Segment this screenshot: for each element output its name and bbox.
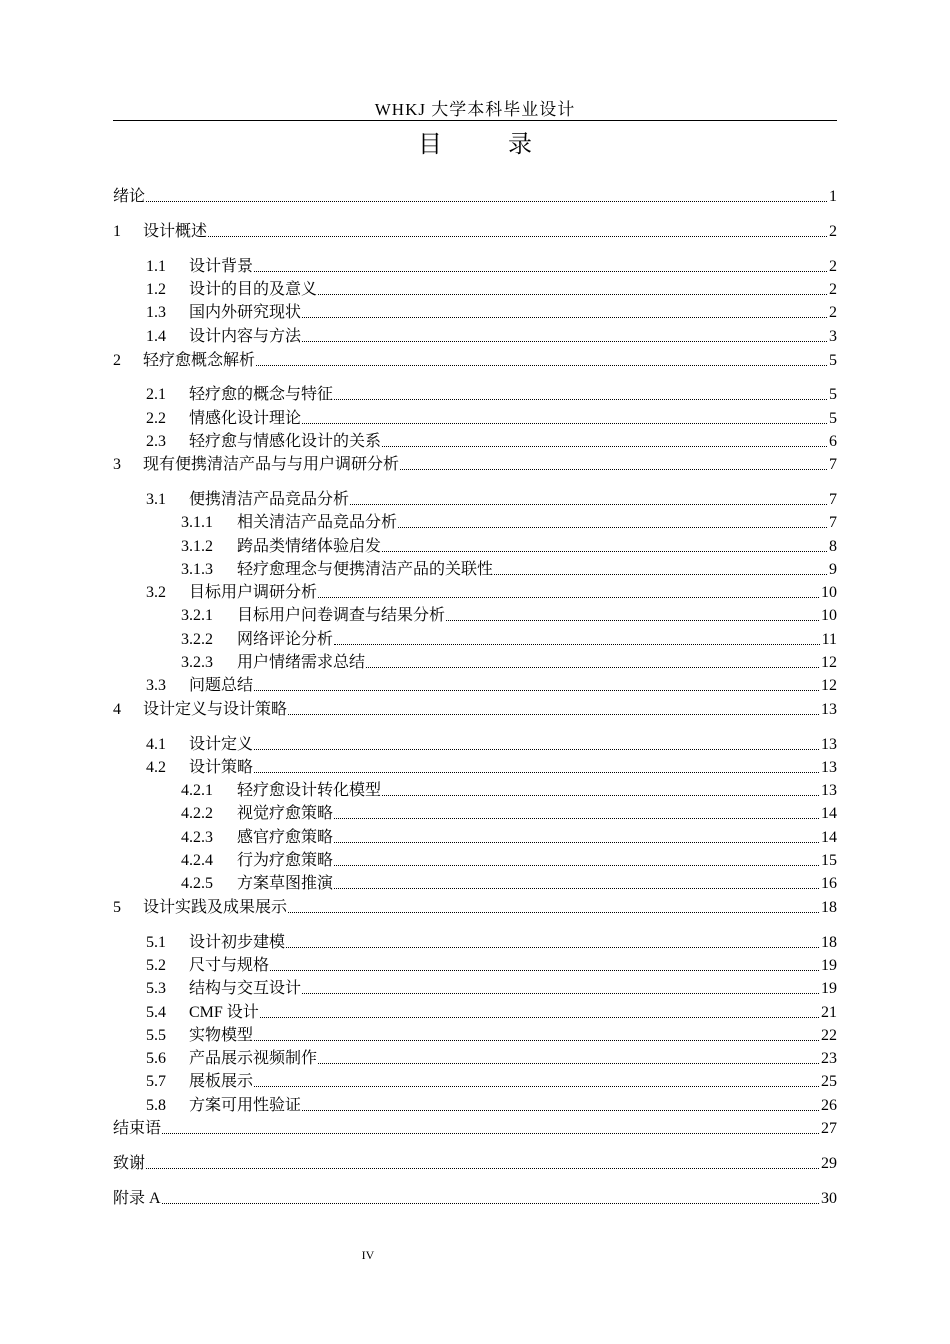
toc-entry-page: 9 [829,561,837,578]
toc-entry[interactable] [113,897,837,919]
toc-entry-title: 情感化设计理论 [189,410,302,427]
toc-dot-leader [254,772,819,773]
toc-entry[interactable] [113,1048,837,1070]
toc-dot-leader [302,317,827,318]
toc-title: 目 录 [418,132,562,158]
toc-entry-number: 3.1.3 [181,561,213,578]
toc-entry-title: 设计概述 [143,223,208,240]
toc-entry-title: 结束语 [113,1120,162,1137]
toc-dot-leader [382,795,819,796]
toc-entry-page: 13 [821,736,837,753]
page-number: IV [361,1248,375,1262]
toc-entry-title: 设计初步建模 [189,934,286,951]
toc-dot-leader [302,341,827,342]
toc-entry-title: 轻疗愈概念解析 [143,352,256,369]
toc-entry[interactable] [113,605,837,627]
toc-entry-number: 3 [113,456,121,473]
toc-entry-title: 方案草图推演 [237,875,334,892]
toc-dot-leader [254,1086,819,1087]
toc-entry[interactable] [113,1095,837,1117]
toc-entry-page: 10 [821,607,837,624]
toc-entry[interactable] [113,978,837,1000]
toc-entry-number: 1.3 [146,304,166,321]
toc-entry-page: 23 [821,1050,837,1067]
toc-dot-leader [334,842,819,843]
toc-entry-page: 18 [821,934,837,951]
toc-entry-title: 视觉疗愈策略 [237,805,334,822]
toc-entry-page: 19 [821,957,837,974]
toc-entry[interactable] [113,1118,837,1140]
toc-entry-page: 27 [821,1120,837,1137]
toc-entry-title: 目标用户调研分析 [189,584,318,601]
toc-dot-leader [334,865,819,866]
toc-entry[interactable] [113,850,837,872]
toc-dot-leader [208,236,827,237]
toc-entry-number: 5.4 [146,1004,166,1021]
toc-entry-page: 26 [821,1097,837,1114]
toc-entry-page: 13 [821,759,837,776]
toc-entry-page: 2 [829,304,837,321]
toc-entry-number: 1.2 [146,281,166,298]
toc-entry[interactable] [113,803,837,825]
toc-entry[interactable] [113,1071,837,1093]
toc-entry-title: 实物模型 [189,1027,254,1044]
toc-entry-number: 1 [113,223,121,240]
toc-entry[interactable] [113,489,837,511]
toc-entry-page: 14 [821,805,837,822]
toc-entry-title: 便携清洁产品竞品分析 [189,491,350,508]
toc-entry[interactable] [113,629,837,651]
toc-entry[interactable] [113,454,837,476]
toc-entry-number: 5 [113,899,121,916]
toc-entry-title: 设计定义与设计策略 [143,701,288,718]
toc-entry-number: 5.7 [146,1073,166,1090]
toc-entry-number: 3.2.2 [181,631,213,648]
toc-dot-leader [254,1040,819,1041]
toc-entry-number: 2.1 [146,386,166,403]
toc-entry-title: 轻疗愈理念与便携清洁产品的关联性 [237,561,494,578]
toc-dot-leader [162,1203,819,1204]
toc-dot-leader [400,469,827,470]
toc-entry-number: 3.1.2 [181,538,213,555]
toc-entry-number: 2 [113,352,121,369]
toc-entry-title: 设计实践及成果展示 [143,899,288,916]
toc-entry[interactable] [113,512,837,534]
toc-entry-number: 5.6 [146,1050,166,1067]
header-rule [113,120,837,121]
toc-entry[interactable] [113,757,837,779]
toc-entry-number: 5.1 [146,934,166,951]
toc-dot-leader [254,749,819,750]
toc-entry-title: 相关清洁产品竞品分析 [237,514,398,531]
toc-dot-leader [146,1168,819,1169]
toc-dot-leader [302,1110,819,1111]
toc-entry[interactable] [113,932,837,954]
toc-entry-title: 问题总结 [189,677,254,694]
toc-entry-page: 13 [821,701,837,718]
toc-entry[interactable] [113,582,837,604]
toc-entry-title: 设计定义 [189,736,254,753]
toc-dot-leader [334,888,819,889]
toc-entry-title: 设计内容与方法 [189,328,302,345]
toc-dot-leader [146,201,827,202]
toc-entry[interactable] [113,279,837,301]
toc-dot-leader [334,644,820,645]
toc-entry-number: 5.2 [146,957,166,974]
toc-entry-page: 21 [821,1004,837,1021]
toc-entry-number: 2.2 [146,410,166,427]
toc-entry-number: 4.1 [146,736,166,753]
toc-dot-leader [302,423,827,424]
toc-entry-title: CMF 设计 [189,1004,259,1021]
toc-entry-title: 设计的目的及意义 [189,281,318,298]
toc-entry[interactable] [113,827,837,849]
toc-entry-number: 3.2.3 [181,654,213,671]
toc-entry-page: 7 [829,456,837,473]
toc-entry[interactable] [113,675,837,697]
toc-dot-leader [318,1063,819,1064]
toc-entry-title: 国内外研究现状 [189,304,302,321]
toc-entry-page: 2 [829,223,837,240]
toc-entry-title: 轻疗愈的概念与特征 [189,386,334,403]
toc-entry[interactable] [113,536,837,558]
toc-entry-title: 尺寸与规格 [189,957,270,974]
toc-entry[interactable] [113,326,837,348]
toc-dot-leader [254,690,819,691]
toc-entry-page: 7 [829,514,837,531]
toc-entry[interactable] [113,431,837,453]
toc-entry-number: 1.1 [146,258,166,275]
toc-entry[interactable] [113,873,837,895]
toc-entry-title: 跨品类情绪体验启发 [237,538,382,555]
toc-dot-leader [288,912,819,913]
toc-dot-leader [256,365,827,366]
toc-entry[interactable] [113,221,837,243]
toc-entry-page: 1 [829,188,837,205]
toc-entry-title: 设计背景 [189,258,254,275]
toc-entry-title: 绪论 [113,188,146,205]
toc-entry-number: 4.2.4 [181,852,213,869]
toc-entry-title: 结构与交互设计 [189,980,302,997]
toc-entry-title: 轻疗愈设计转化模型 [237,782,382,799]
toc-entry-title: 设计策略 [189,759,254,776]
toc-dot-leader [446,620,819,621]
toc-entry-page: 18 [821,899,837,916]
toc-entry-page: 5 [829,410,837,427]
toc-entry-number: 4.2.2 [181,805,213,822]
toc-dot-leader [260,1017,819,1018]
toc-entry-page: 25 [821,1073,837,1090]
toc-entry[interactable] [113,780,837,802]
toc-dot-leader [288,714,819,715]
toc-entry[interactable] [113,734,837,756]
toc-entry-title: 产品展示视频制作 [189,1050,318,1067]
toc-entry-title: 现有便携清洁产品与与用户调研分析 [143,456,400,473]
toc-entry-page: 11 [821,631,837,648]
toc-entry[interactable] [113,1153,837,1175]
toc-dot-leader [334,399,827,400]
toc-entry-number: 3.1 [146,491,166,508]
toc-entry-page: 7 [829,491,837,508]
toc-dot-leader [494,574,827,575]
toc-dot-leader [382,551,827,552]
toc-entry[interactable] [113,350,837,372]
toc-dot-leader [318,597,819,598]
toc-entry-number: 2.3 [146,433,166,450]
toc-entry-number: 4.2.1 [181,782,213,799]
toc-entry-page: 5 [829,386,837,403]
toc-entry-title: 方案可用性验证 [189,1097,302,1114]
toc-entry-page: 3 [829,328,837,345]
toc-entry[interactable] [113,955,837,977]
toc-dot-leader [382,446,827,447]
toc-entry[interactable] [113,1188,837,1210]
toc-entry-page: 8 [829,538,837,555]
toc-entry[interactable] [113,384,837,406]
toc-entry-number: 5.8 [146,1097,166,1114]
toc-entry-number: 4.2.3 [181,829,213,846]
toc-entry-page: 12 [821,677,837,694]
toc-entry[interactable] [113,186,837,208]
toc-entry-title: 网络评论分析 [237,631,334,648]
toc-entry-title: 用户情绪需求总结 [237,654,366,671]
toc-entry-page: 2 [829,258,837,275]
toc-dot-leader [398,527,827,528]
toc-entry-page: 30 [821,1190,837,1207]
toc-dot-leader [162,1133,819,1134]
toc-entry-number: 4 [113,701,121,718]
toc-entry-number: 3.2.1 [181,607,213,624]
toc-entry-page: 29 [821,1155,837,1172]
toc-entry-title: 行为疗愈策略 [237,852,334,869]
toc-entry-title: 轻疗愈与情感化设计的关系 [189,433,382,450]
toc-entry-page: 19 [821,980,837,997]
toc-entry-page: 10 [821,584,837,601]
toc-entry[interactable] [113,652,837,674]
toc-entry-number: 3.2 [146,584,166,601]
toc-dot-leader [350,504,827,505]
toc-entry-number: 3.3 [146,677,166,694]
toc-entry-page: 16 [821,875,837,892]
toc-entry[interactable] [113,302,837,324]
toc-entry[interactable] [113,256,837,278]
toc-dot-leader [366,667,819,668]
toc-entry-title: 附录 A [113,1190,161,1207]
toc-entry-title: 致谢 [113,1155,146,1172]
toc-dot-leader [334,818,819,819]
toc-entry-title: 感官疗愈策略 [237,829,334,846]
toc-entry-page: 6 [829,433,837,450]
toc-entry-page: 5 [829,352,837,369]
toc-entry-number: 3.1.1 [181,514,213,531]
toc-entry[interactable] [113,559,837,581]
toc-entry-number: 5.3 [146,980,166,997]
toc-entry-number: 4.2.5 [181,875,213,892]
toc-dot-leader [286,947,819,948]
toc-dot-leader [318,294,827,295]
toc-entry-number: 5.5 [146,1027,166,1044]
toc-entry-number: 4.2 [146,759,166,776]
toc-entry[interactable] [113,1002,837,1024]
toc-entry-page: 15 [821,852,837,869]
toc-dot-leader [302,993,819,994]
page-header: WHKJ 大学本科毕业设计 [374,100,576,119]
toc-entry-title: 展板展示 [189,1073,254,1090]
toc-entry-title: 目标用户问卷调查与结果分析 [237,607,446,624]
toc-entry[interactable] [113,699,837,721]
toc-dot-leader [270,970,819,971]
toc-dot-leader [254,271,827,272]
toc-entry-page: 12 [821,654,837,671]
toc-entry-page: 14 [821,829,837,846]
toc-entry[interactable] [113,408,837,430]
toc-entry-page: 22 [821,1027,837,1044]
toc-entry-number: 1.4 [146,328,166,345]
toc-entry[interactable] [113,1025,837,1047]
toc-entry-page: 2 [829,281,837,298]
toc-entry-page: 13 [821,782,837,799]
